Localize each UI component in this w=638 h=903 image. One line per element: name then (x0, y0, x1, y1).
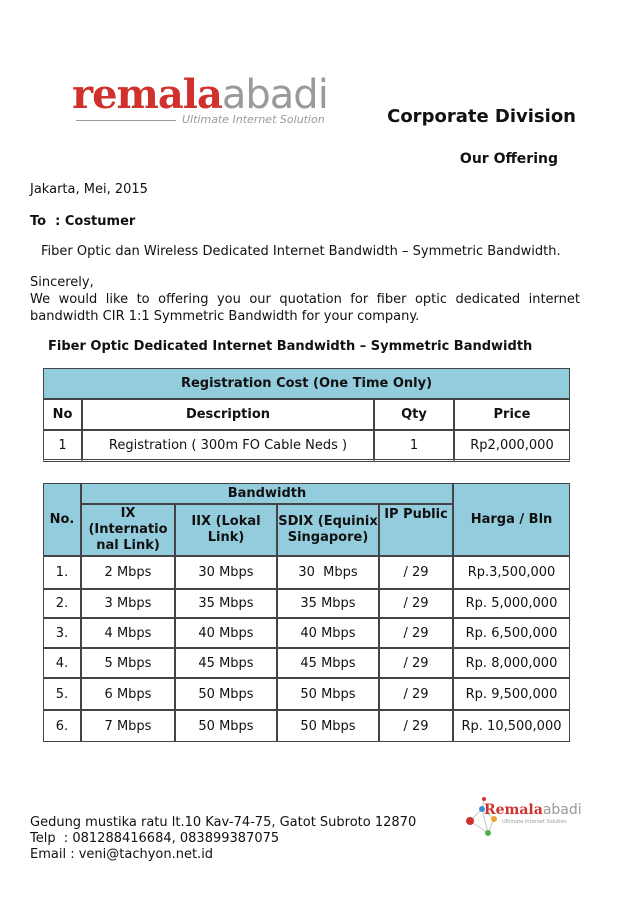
footer-email: Email : veni@tachyon.net.id (30, 847, 214, 862)
cell-ix: 3 Mbps (81, 589, 175, 618)
company-logo (72, 72, 334, 136)
table-row (43, 648, 570, 678)
cell-price: Rp. 9,500,000 (453, 678, 570, 710)
table-row (43, 678, 570, 710)
cell-price: Rp. 5,000,000 (453, 589, 570, 618)
col-header-iix: IIX (Lokal Link) (175, 504, 277, 556)
footer-address: Gedung mustika ratu lt.10 Kav-74-75, Gatot Subroto 12870 (30, 815, 417, 830)
cell-sdix: 50 Mbps (277, 678, 379, 710)
cell-price: Rp. 8,000,000 (453, 648, 570, 678)
cell-price: Rp.3,500,000 (453, 556, 570, 589)
place-date: Jakarta, Mei, 2015 (30, 182, 148, 197)
logo-word-red: remala (72, 71, 222, 118)
letter-body: We would like to offering you our quotation for fiber optic dedicated internet bandwidth CIR 1:1 Symmetric Bandwidth for your company. (30, 292, 580, 324)
col-header-ip-public: IP Public (379, 504, 453, 556)
cell-no: 1. (43, 556, 81, 589)
cell-ix: 5 Mbps (81, 648, 175, 678)
logo-word-gray: abadi (221, 72, 328, 118)
logo-wordmark (72, 72, 328, 118)
offering-title: Our Offering (459, 151, 558, 167)
registration-table (43, 368, 570, 462)
col-header-no: No. (43, 483, 81, 556)
cell-ix: 7 Mbps (81, 710, 175, 742)
cell-ip: / 29 (379, 678, 453, 710)
cell-sdix: 40 Mbps (277, 618, 379, 648)
cell-no: 3. (43, 618, 81, 648)
cell-sdix: 50 Mbps (277, 710, 379, 742)
footer-logo-tagline: Ultimate Internet Solution (502, 819, 567, 825)
cell-sdix: 30 Mbps (277, 556, 379, 589)
subject-line: Fiber Optic dan Wireless Dedicated Internet Bandwidth – Symmetric Bandwidth. (41, 244, 561, 259)
table-row (43, 556, 570, 589)
bandwidth-group-header: Bandwidth (81, 483, 453, 504)
cell-iix: 35 Mbps (175, 589, 277, 618)
footer-logo (462, 797, 582, 847)
cell-qty: 1 (374, 430, 454, 462)
cell-iix: 50 Mbps (175, 678, 277, 710)
cell-ip: / 29 (379, 556, 453, 589)
cell-sdix: 45 Mbps (277, 648, 379, 678)
cell-ix: 6 Mbps (81, 678, 175, 710)
cell-iix: 40 Mbps (175, 618, 277, 648)
logo-underline (76, 120, 176, 121)
cell-no: 1 (43, 430, 82, 462)
cell-iix: 50 Mbps (175, 710, 277, 742)
cell-iix: 45 Mbps (175, 648, 277, 678)
cell-description: Registration ( 300m FO Cable Neds ) (82, 430, 374, 462)
cell-price: Rp2,000,000 (454, 430, 570, 462)
col-header-ix: IX (Internatio nal Link) (81, 504, 175, 556)
recipient: To : Costumer (30, 214, 136, 229)
col-header-description: Description (82, 399, 374, 430)
cell-no: 5. (43, 678, 81, 710)
cell-ip: / 29 (379, 710, 453, 742)
footer-logo-word-gray: abadi (542, 802, 582, 818)
logo-tagline: Ultimate Internet Solution (182, 113, 325, 126)
cell-no: 2. (43, 589, 81, 618)
footer-logo-wordmark (484, 802, 582, 818)
cell-price: Rp. 10,500,000 (453, 710, 570, 742)
cell-sdix: 35 Mbps (277, 589, 379, 618)
section-title: Fiber Optic Dedicated Internet Bandwidth – Symmetric Bandwidth (48, 339, 533, 354)
division-title: Corporate Division (387, 106, 576, 127)
registration-table-title: Registration Cost (One Time Only) (43, 368, 570, 399)
salutation: Sincerely, (30, 275, 94, 290)
cell-ip: / 29 (379, 618, 453, 648)
cell-ix: 2 Mbps (81, 556, 175, 589)
cell-price: Rp. 6,500,000 (453, 618, 570, 648)
cell-iix: 30 Mbps (175, 556, 277, 589)
col-header-no: No (43, 399, 82, 430)
cell-ip: / 29 (379, 648, 453, 678)
cell-no: 6. (43, 710, 81, 742)
cell-no: 4. (43, 648, 81, 678)
footer-phone: Telp : 081288416684, 083899387075 (30, 831, 280, 846)
table-row (43, 710, 570, 742)
col-header-price: Harga / Bln (453, 483, 570, 556)
cell-ix: 4 Mbps (81, 618, 175, 648)
cell-ip: / 29 (379, 589, 453, 618)
col-header-sdix: SDIX (Equinix Singapore) (277, 504, 379, 556)
bandwidth-table (43, 483, 570, 742)
col-header-price: Price (454, 399, 570, 430)
table-row (43, 589, 570, 618)
table-row (43, 430, 570, 462)
col-header-qty: Qty (374, 399, 454, 430)
table-row (43, 618, 570, 648)
footer-logo-word-red: Remala (484, 802, 543, 818)
